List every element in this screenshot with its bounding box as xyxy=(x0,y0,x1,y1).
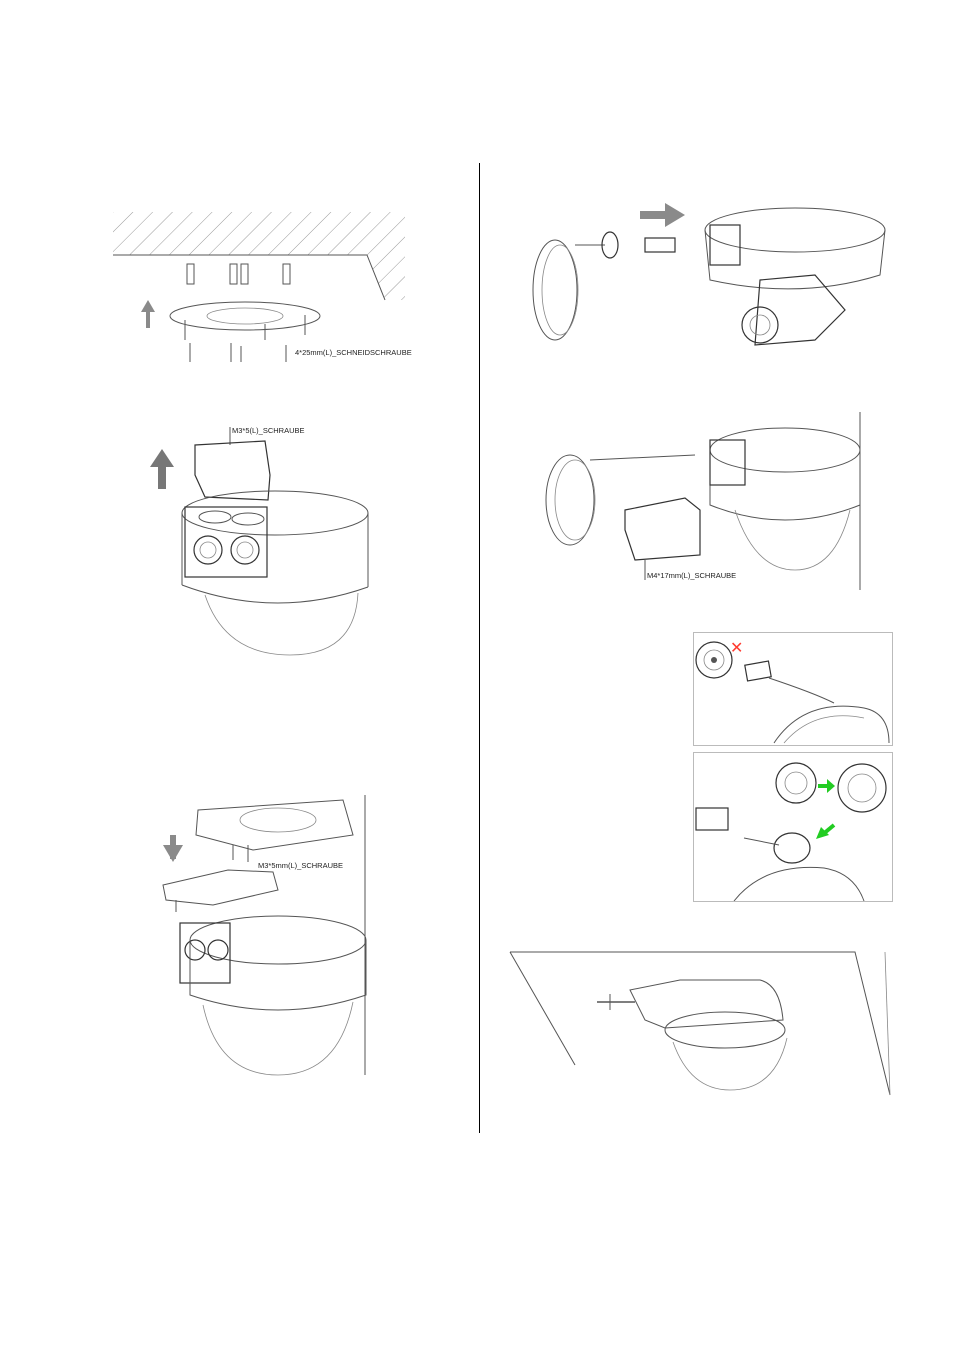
arrow-right-green-icon xyxy=(818,779,835,793)
arrow-down-icon xyxy=(163,835,183,862)
figure-grommet-wrong xyxy=(694,633,892,745)
figure-grommet-wrong-frame xyxy=(693,632,893,746)
figure-plate-attach xyxy=(158,790,388,1080)
cross-mark-icon: ✕ xyxy=(730,638,744,657)
screw-label: M3*5(L)_SCHRAUBE xyxy=(232,426,305,435)
arrow-right-icon xyxy=(640,203,685,227)
figure-cable-housing xyxy=(515,190,895,360)
screw-label: 4*25mm(L)_SCHNEIDSCHRAUBE xyxy=(295,348,412,357)
arrow-up-icon xyxy=(141,300,155,328)
arrow-up-icon xyxy=(150,449,174,489)
screw-label: M3*5mm(L)_SCHRAUBE xyxy=(258,861,344,870)
figure-grommet-correct xyxy=(694,753,892,901)
figure-bracket-attach xyxy=(535,410,865,595)
screw-label: M4*17mm(L)_SCHRAUBE xyxy=(647,571,737,580)
arrow-down-left-green-icon xyxy=(816,825,834,839)
figure-ceiling-mount xyxy=(105,200,435,380)
figure-mounted-dome xyxy=(505,950,895,1100)
column-divider xyxy=(479,163,480,1133)
figure-grommet-correct-frame xyxy=(693,752,893,902)
figure-cover-removal xyxy=(150,415,380,660)
